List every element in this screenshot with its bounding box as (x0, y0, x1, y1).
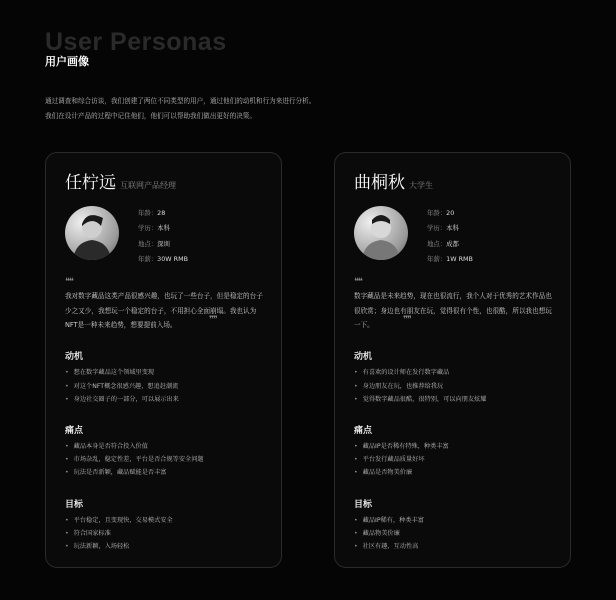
info-label: 地点： (138, 239, 158, 248)
persona-quote: 我对数字藏品这类产品很感兴趣，也玩了一些台子，但是稳定的台子少之又少，我想玩一个稳定的台子，不用担心全面崩塌。我也认为NFT是一种未来趋势，想要提前入场。 (65, 292, 263, 329)
close-quote-icon: ❞❞ (209, 315, 217, 325)
list-item: • 藏品是否物美价廉 (354, 467, 412, 476)
list-item: • 身边朋友在玩，也推荐给我玩 (354, 381, 443, 390)
persona-info-3 (427, 254, 473, 263)
section-title: 动机 (354, 352, 373, 362)
info-value: 20 (446, 209, 455, 217)
list-item: • 社区有趣，互动性高 (354, 541, 418, 550)
avatar (65, 206, 119, 260)
info-label: 年龄： (427, 209, 447, 217)
persona-role: 大学生 (409, 181, 433, 190)
info-value: 28 (157, 209, 166, 217)
list-item: • 平台发行藏品质量好坏 (354, 454, 425, 463)
list-item: • 对这个NFT概念很感兴趣，想追赶潮流 (65, 381, 178, 390)
persona-info-0 (427, 208, 454, 217)
section-title: 痛点 (354, 426, 373, 436)
persona-name-text: 任柠远 (65, 173, 116, 193)
list-item: • 藏品本身是否符合投入价值 (65, 441, 148, 450)
list-item: • 玩法是否新颖，藏品赋能是否丰富 (65, 467, 166, 476)
open-quote-icon: ❝❝ (354, 277, 362, 287)
list-item: • 觉得数字藏品很酷，很特别，可以向朋友炫耀 (354, 394, 486, 403)
persona-name (354, 168, 433, 193)
list-item: • 符合国家标准 (65, 528, 111, 537)
info-label: 年薪： (138, 254, 158, 263)
list-item: • 玩法新颖，入场轻松 (65, 541, 129, 550)
intro-line: 我们在设计产品的过程中记住他们，他们可以帮助我们做出更好的决策。 (45, 112, 256, 120)
persona-info-2 (138, 239, 170, 248)
persona-info-2 (427, 239, 459, 248)
info-value: 成都 (446, 239, 459, 248)
page-title-en: User Personas (45, 28, 227, 56)
info-value: 本科 (157, 224, 170, 233)
list-item: • 想在数字藏品这个领域里变现 (65, 367, 154, 376)
persona-card (334, 152, 571, 568)
section-title: 目标 (65, 500, 84, 510)
info-value: 深圳 (157, 239, 170, 248)
section-title: 动机 (65, 352, 84, 362)
list-item: • 市场杂乱，稳定性差，平台是否合规等安全问题 (65, 454, 204, 463)
persona-name-text: 曲桐秋 (354, 173, 405, 193)
list-item: • 身边社交圈子的一部分，可以展示出来 (65, 394, 179, 403)
page-title: 用户画像 (45, 55, 89, 68)
list-item: • 平台稳定，且变现快，交易模式安全 (65, 515, 173, 524)
section-title: 目标 (354, 500, 373, 510)
persona-card (45, 152, 282, 568)
info-value: 30W RMB (157, 254, 188, 263)
persona-info-1 (427, 223, 459, 232)
info-label: 学历： (138, 224, 158, 233)
persona-name (65, 168, 176, 193)
list-item: • 藏品物美价廉 (354, 528, 400, 537)
open-quote-icon: ❝❝ (65, 277, 73, 287)
persona-info-0 (138, 208, 165, 217)
info-label: 年薪： (427, 254, 447, 263)
list-item: • 藏品IP稀有，种类丰富 (354, 515, 424, 524)
persona-role: 互联网产品经理 (120, 181, 176, 190)
persona-info-1 (138, 223, 170, 232)
list-item: • 藏品IP是否稀有特殊，种类丰富 (354, 441, 449, 450)
avatar (354, 206, 408, 260)
intro-line: 通过调查和综合访谈，我们创建了两位不同类型的用户，通过他们的动机和行为来进行分析。 (45, 97, 316, 105)
info-value: 本科 (446, 224, 459, 233)
persona-info-3 (138, 254, 188, 263)
list-item: • 有喜欢的设计师在发行数字藏品 (354, 367, 449, 376)
info-value: 1W RMB (446, 254, 473, 263)
info-label: 学历： (427, 224, 447, 233)
section-title: 痛点 (65, 426, 84, 436)
info-label: 年龄： (138, 209, 158, 217)
info-label: 地点： (427, 239, 447, 248)
close-quote-icon: ❞❞ (403, 315, 411, 325)
persona-quote: 数字藏品是未来趋势，现在也很流行，我个人对于优秀的艺术作品也很欣赏；身边也有朋友在玩，觉得很有个性，也很酷，所以我也想玩一下。 (354, 292, 552, 329)
